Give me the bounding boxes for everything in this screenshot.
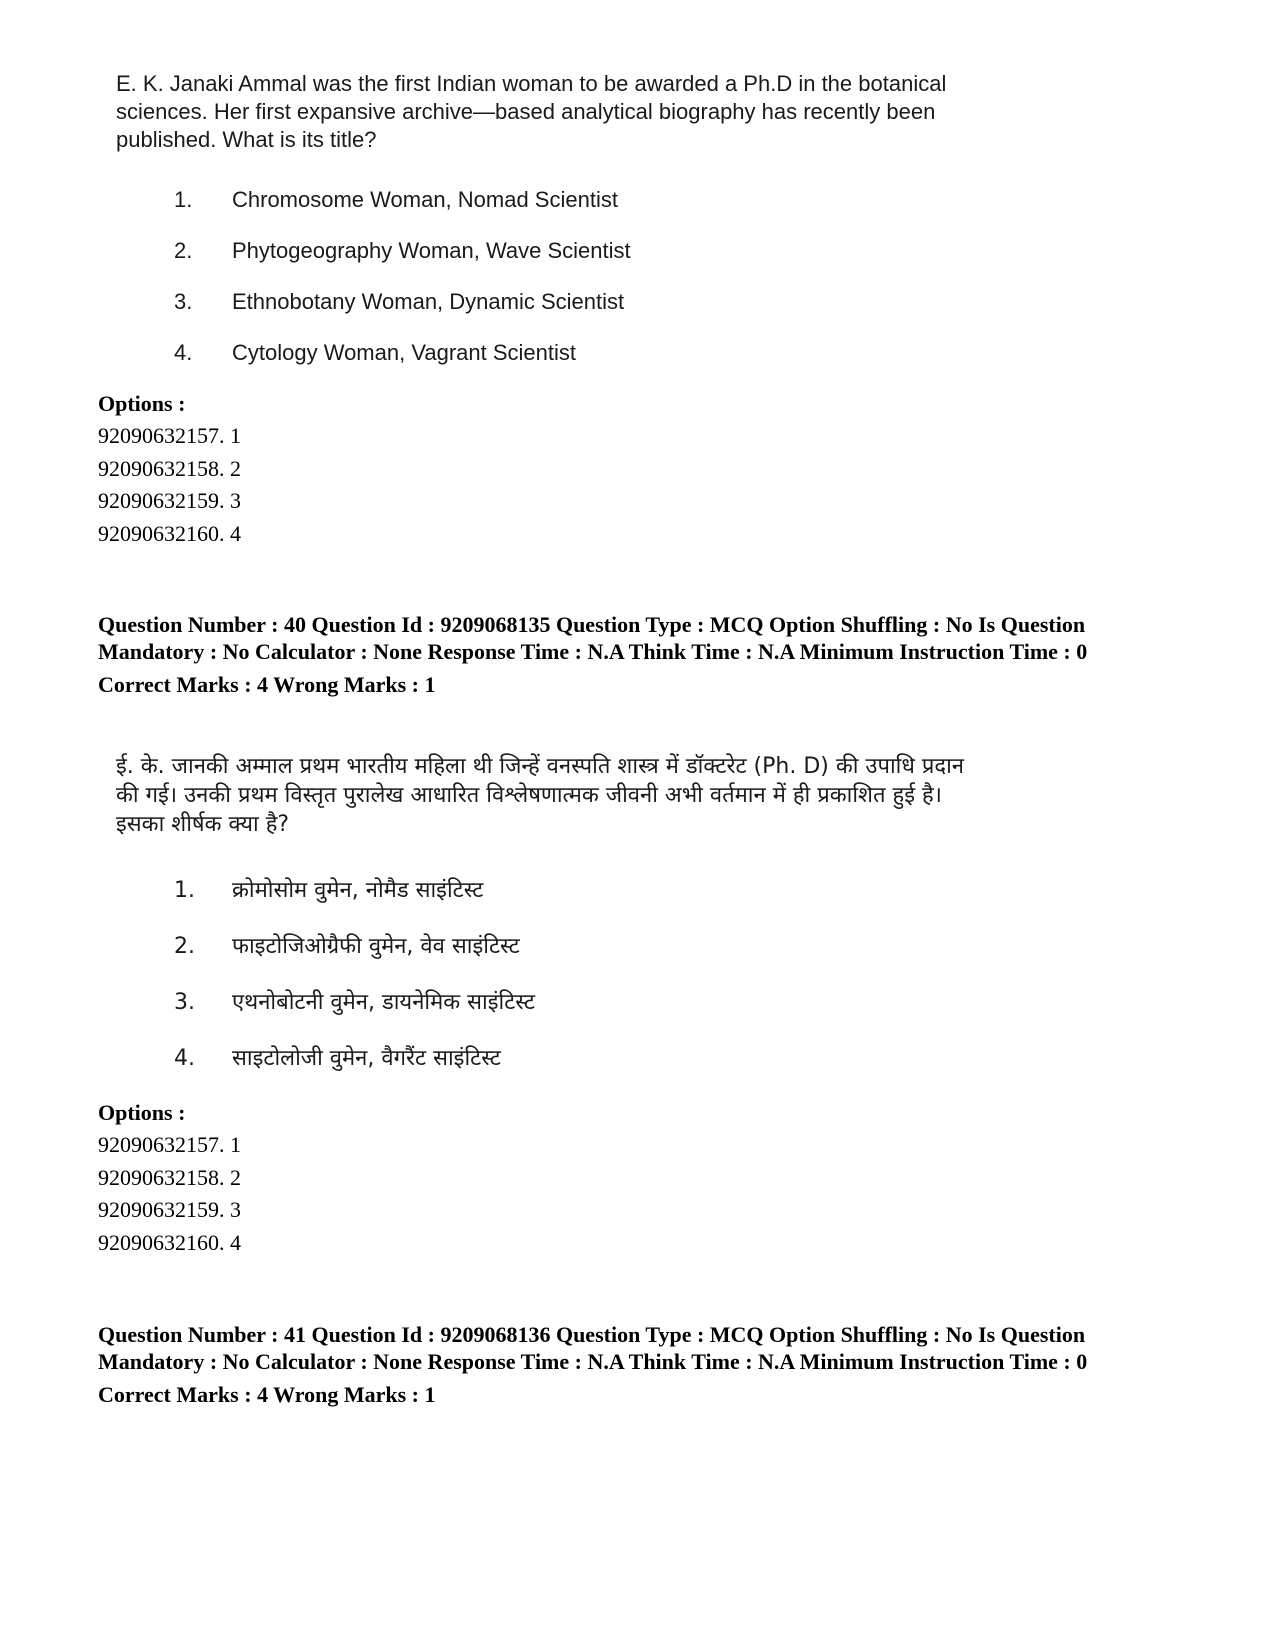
answer-label: फाइटोजिओग्रैफी वुमेन, वेव साइंटिस्ट bbox=[232, 934, 520, 959]
option-row: 92090632157. 1 bbox=[98, 423, 241, 448]
option-row: 92090632158. 2 bbox=[98, 1164, 241, 1190]
answer-item bbox=[116, 327, 976, 378]
option-row: 92090632160. 4 bbox=[98, 520, 241, 546]
answer-label: क्रोमोसोम वुमेन, नोमैड साइंटिस्ट bbox=[232, 878, 484, 903]
answer-number: 2. bbox=[174, 238, 193, 263]
answer-item bbox=[116, 975, 976, 1031]
marks-line: Correct Marks : 4 Wrong Marks : 1 bbox=[98, 1382, 436, 1407]
question-text: E. K. Janaki Ammal was the first Indian woman to be awarded a Ph.D in the botanical sciences. Her first expansive archive—based analytical biography has recently been published. What is its title? bbox=[116, 71, 947, 152]
answer-list bbox=[116, 174, 976, 378]
question-meta bbox=[98, 1321, 1178, 1408]
question-image-hindi bbox=[116, 752, 976, 1087]
options-list bbox=[98, 388, 241, 550]
answer-number: 3. bbox=[174, 990, 195, 1015]
answer-list bbox=[116, 863, 976, 1087]
answer-label: Chromosome Woman, Nomad Scientist bbox=[232, 187, 618, 212]
answer-label: Phytogeography Woman, Wave Scientist bbox=[232, 238, 631, 263]
option-row: 92090632157. 1 bbox=[98, 1132, 241, 1157]
options-list bbox=[98, 1097, 241, 1259]
answer-label: एथनोबोटनी वुमेन, डायनेमिक साइंटिस्ट bbox=[232, 990, 535, 1015]
option-row: 92090632160. 4 bbox=[98, 1229, 241, 1255]
question-meta bbox=[98, 611, 1178, 698]
answer-item bbox=[116, 174, 976, 225]
answer-item bbox=[116, 863, 976, 919]
answer-number: 4. bbox=[174, 340, 193, 365]
answer-item bbox=[116, 1031, 976, 1087]
answer-item bbox=[116, 919, 976, 975]
answer-label: Cytology Woman, Vagrant Scientist bbox=[232, 340, 577, 365]
answer-number: 1. bbox=[174, 187, 193, 212]
answer-number: 1. bbox=[174, 878, 195, 903]
marks-line: Correct Marks : 4 Wrong Marks : 1 bbox=[98, 672, 436, 697]
answer-item bbox=[116, 276, 976, 327]
answer-number: 4. bbox=[174, 1046, 195, 1071]
answer-label: साइटोलोजी वुमेन, वैगरैंट साइंटिस्ट bbox=[232, 1046, 501, 1071]
answer-item bbox=[116, 225, 976, 276]
option-row: 92090632159. 3 bbox=[98, 1197, 241, 1222]
option-row: 92090632159. 3 bbox=[98, 488, 241, 513]
question-header: Question Number : 40 Question Id : 9209068135 Question Type : MCQ Option Shuffling : No Is Question Mandatory : No Calculator : None Response Time : N.A Think Time : N.A Minimum Instruction Time : 0 bbox=[98, 612, 1088, 664]
answer-label: Ethnobotany Woman, Dynamic Scientist bbox=[232, 289, 625, 314]
options-title: Options : bbox=[98, 1100, 186, 1125]
answer-number: 3. bbox=[174, 289, 193, 314]
options-title: Options : bbox=[98, 391, 186, 416]
question-text: ई. के. जानकी अम्माल प्रथम भारतीय महिला थी जिन्हें वनस्पति शास्त्र में डॉक्टरेट (Ph. D) की उपाधि प्रदान की गई। उनकी प्रथम विस्तृत पुरालेख आधारित विश्लेषणात्मक जीवनी अभी वर्तमान में ही प्रकाशित हुई है। इसका शीर्षक क्या है? bbox=[116, 754, 965, 837]
question-header: Question Number : 41 Question Id : 9209068136 Question Type : MCQ Option Shuffling : No Is Question Mandatory : No Calculator : None Response Time : N.A Think Time : N.A Minimum Instruction Time : 0 bbox=[98, 1322, 1088, 1374]
option-row: 92090632158. 2 bbox=[98, 455, 241, 481]
question-image-english bbox=[116, 70, 976, 378]
answer-number: 2. bbox=[174, 934, 195, 959]
